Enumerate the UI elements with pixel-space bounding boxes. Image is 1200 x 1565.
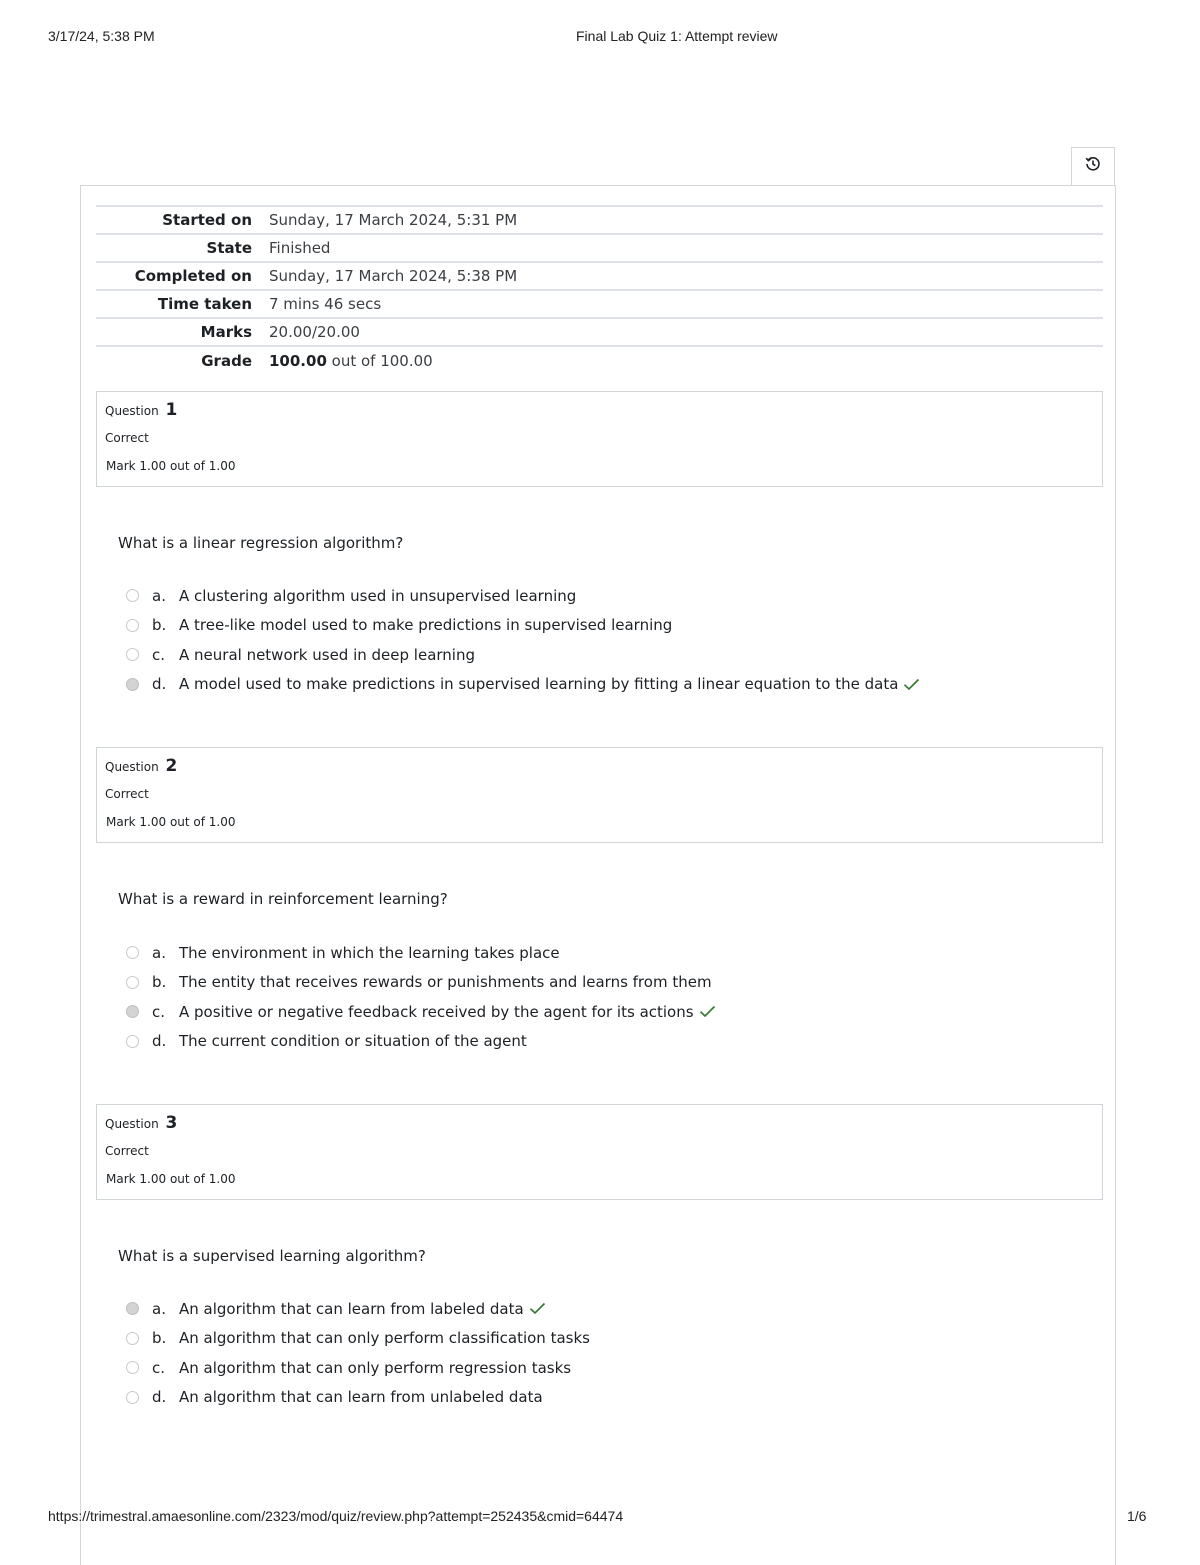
radio-button[interactable]	[126, 1361, 139, 1374]
question-number	[105, 1113, 177, 1133]
summary-value: 20.00/20.00	[269, 323, 360, 341]
print-url: https://trimestral.amaesonline.com/2323/mod/quiz/review.php?attempt=252435&cmid=64474	[48, 1508, 624, 1524]
summary-row-completed	[96, 262, 1103, 290]
answer-list-3	[126, 1294, 1026, 1412]
summary-row-state	[96, 234, 1103, 262]
question-state: Correct	[105, 431, 149, 445]
question-text-3: What is a supervised learning algorithm?	[118, 1247, 426, 1265]
answer-option[interactable]	[126, 938, 1026, 968]
radio-button[interactable]	[126, 648, 139, 661]
radio-button[interactable]	[126, 1391, 139, 1404]
answer-option[interactable]	[126, 640, 1026, 670]
answer-option[interactable]	[126, 1027, 1026, 1057]
question-number	[105, 400, 177, 420]
summary-row-grade	[96, 346, 1103, 374]
answer-option[interactable]	[126, 1324, 1026, 1354]
answer-letter: b.	[152, 1329, 167, 1348]
question-number	[105, 756, 177, 776]
answer-letter: a.	[152, 586, 166, 605]
question-state: Correct	[105, 1144, 149, 1158]
summary-row-started	[96, 206, 1103, 234]
question-mark: Mark 1.00 out of 1.00	[106, 459, 236, 473]
answer-option[interactable]	[126, 968, 1026, 998]
question-info-1	[96, 391, 1103, 487]
print-datetime: 3/17/24, 5:38 PM	[48, 28, 155, 44]
question-info-2	[96, 747, 1103, 843]
question-label: Question	[105, 404, 159, 418]
answer-letter: d.	[152, 1032, 167, 1051]
question-number-value: 3	[165, 1113, 178, 1133]
answer-option[interactable]	[126, 1383, 1026, 1413]
question-number-value: 2	[165, 756, 178, 776]
history-icon	[1084, 155, 1102, 178]
summary-value: Sunday, 17 March 2024, 5:38 PM	[269, 267, 518, 285]
radio-button[interactable]	[126, 619, 139, 632]
radio-button[interactable]	[126, 976, 139, 989]
summary-label: Marks	[200, 323, 252, 341]
summary-label: State	[206, 239, 252, 257]
answer-letter: d.	[152, 1388, 167, 1407]
question-mark: Mark 1.00 out of 1.00	[106, 1172, 236, 1186]
answer-letter: c.	[152, 1002, 166, 1021]
answer-text: A neural network used in deep learning	[179, 645, 475, 664]
question-label: Question	[105, 760, 159, 774]
radio-button-checked[interactable]	[126, 1302, 139, 1315]
question-info-3	[96, 1104, 1103, 1200]
summary-label: Time taken	[157, 295, 252, 313]
print-page-number: 1/6	[1127, 1508, 1147, 1524]
radio-button-checked[interactable]	[126, 1005, 139, 1018]
summary-value: Finished	[269, 239, 331, 257]
answer-option[interactable]	[126, 1353, 1026, 1383]
question-label: Question	[105, 1117, 159, 1131]
answer-letter: b.	[152, 616, 167, 635]
question-state: Correct	[105, 787, 149, 801]
answer-letter: b.	[152, 973, 167, 992]
check-icon	[699, 1005, 716, 1018]
answer-letter: a.	[152, 1299, 166, 1318]
review-history-button[interactable]	[1071, 147, 1115, 185]
radio-button[interactable]	[126, 1035, 139, 1048]
answer-text: The environment in which the learning takes place	[179, 943, 560, 962]
summary-value	[269, 346, 1103, 374]
radio-button-checked[interactable]	[126, 678, 139, 691]
answer-option-selected[interactable]	[126, 670, 1026, 700]
grade-suffix: out of 100.00	[326, 351, 433, 370]
attempt-summary-table	[96, 205, 1103, 374]
summary-row-marks	[96, 318, 1103, 346]
answer-text: A model used to make predictions in supervised learning by fitting a linear equation to the data	[179, 675, 899, 694]
check-icon	[903, 678, 920, 691]
answer-option-selected[interactable]	[126, 1294, 1026, 1324]
answer-letter: d.	[152, 675, 167, 694]
answer-text: The entity that receives rewards or punishments and learns from them	[179, 973, 712, 992]
answer-text: A tree-like model used to make predictions in supervised learning	[179, 616, 673, 635]
radio-button[interactable]	[126, 589, 139, 602]
answer-text: A positive or negative feedback received by the agent for its actions	[179, 1002, 694, 1021]
answer-list-1	[126, 581, 1026, 699]
question-text-1: What is a linear regression algorithm?	[118, 534, 404, 552]
summary-label: Grade	[201, 351, 252, 370]
summary-value: Sunday, 17 March 2024, 5:31 PM	[269, 211, 518, 229]
answer-letter: c.	[152, 1358, 166, 1377]
question-number-value: 1	[165, 400, 178, 420]
answer-option-selected[interactable]	[126, 997, 1026, 1027]
print-page-title: Final Lab Quiz 1: Attempt review	[576, 28, 778, 44]
radio-button[interactable]	[126, 946, 139, 959]
check-icon	[529, 1302, 546, 1315]
answer-text: An algorithm that can only perform regression tasks	[179, 1358, 572, 1377]
summary-label: Completed on	[134, 267, 252, 285]
radio-button[interactable]	[126, 1332, 139, 1345]
answer-text: The current condition or situation of the agent	[179, 1032, 527, 1051]
grade-value: 100.00	[269, 351, 327, 370]
answer-text: An algorithm that can only perform classification tasks	[179, 1329, 590, 1348]
question-mark: Mark 1.00 out of 1.00	[106, 815, 236, 829]
answer-option[interactable]	[126, 611, 1026, 641]
summary-row-time-taken	[96, 290, 1103, 318]
question-text-2: What is a reward in reinforcement learning?	[118, 890, 448, 908]
answer-text: An algorithm that can learn from labeled data	[179, 1299, 524, 1318]
answer-letter: a.	[152, 943, 166, 962]
answer-option[interactable]	[126, 581, 1026, 611]
answer-list-2	[126, 938, 1026, 1056]
answer-text: A clustering algorithm used in unsupervised learning	[179, 586, 577, 605]
summary-label: Started on	[162, 211, 252, 229]
summary-value: 7 mins 46 secs	[269, 295, 382, 313]
answer-text: An algorithm that can learn from unlabeled data	[179, 1388, 543, 1407]
answer-letter: c.	[152, 645, 166, 664]
